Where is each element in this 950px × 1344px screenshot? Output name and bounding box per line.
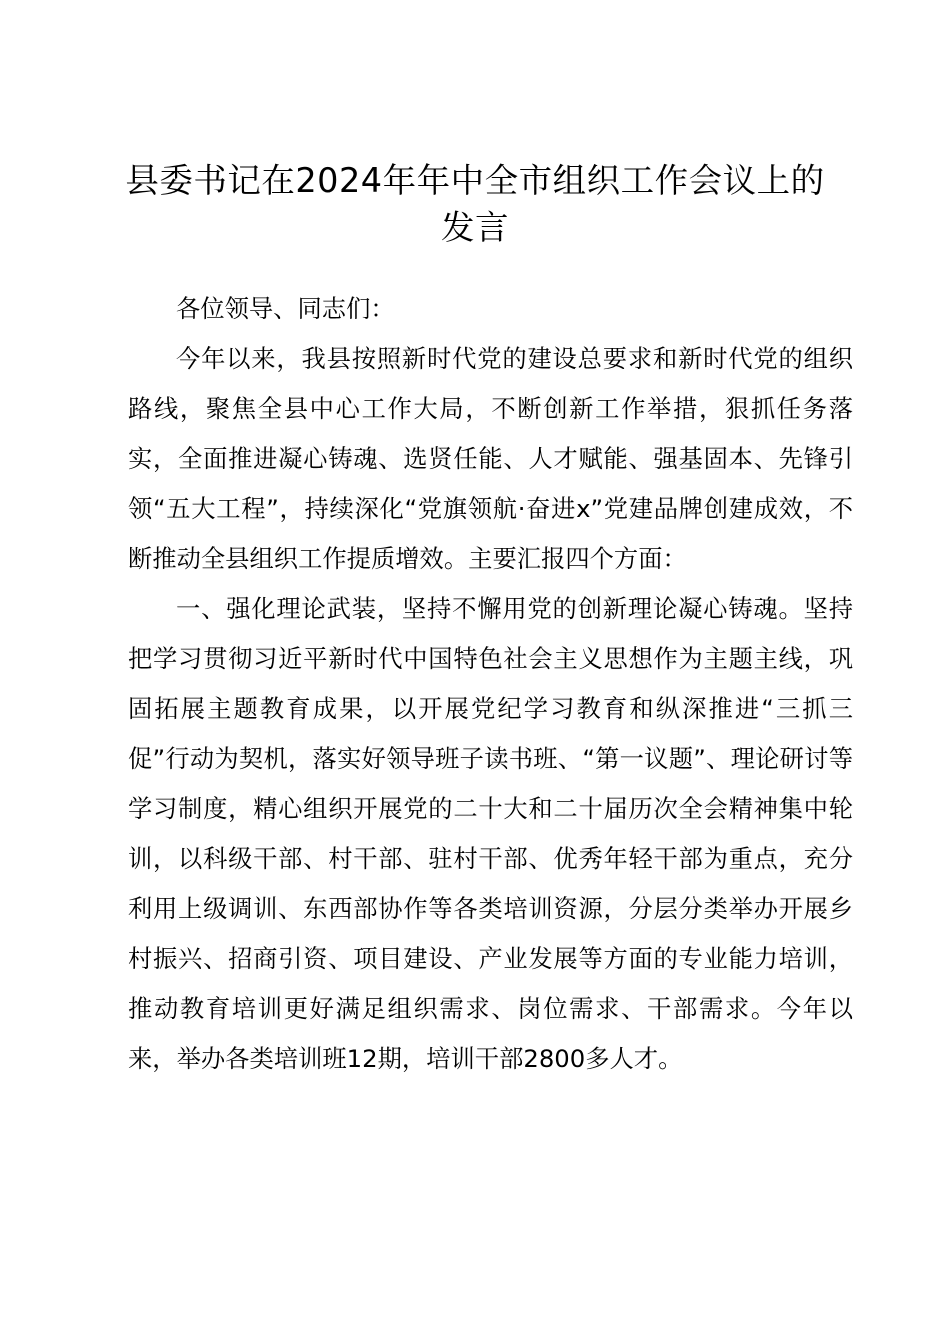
paragraph-section-one: 一、强化理论武装，坚持不懈用党的创新理论凝心铸魂。坚持把学习贯彻习近平新时代中国特色社会主义思想作为主题主线，巩固拓展主题教育成果，以开展党纪学习教育和纵深推进“三抓三促”行动为契机，落实好领导班子读书班、“第一议题”、理论研讨等学习制度，精心组织开展党的二十大和二十届历次全会精神集中轮训，以科级干部、村干部、驻村干部、优秀年轻干部为重点，充分利用上级调训、东西部协作等各类培训资源，分层分类举办开展乡村振兴、招商引资、项目建设、产业发展等方面的专业能力培训，推动教育培训更好满足组织需求、岗位需求、干部需求。今年以来，举办各类培训班12期，培训干部2800多人才。 [128,594,853,1073]
document-body [128,284,853,1084]
paragraph-intro: 今年以来，我县按照新时代党的建设总要求和新时代党的组织路线，聚焦全县中心工作大局，不断创新工作举措，狠抓任务落实，全面推进凝心铸魂、选贤任能、人才赋能、强基固本、先锋引领“五大工程”，持续深化“党旗领航·奋进x”党建品牌创建成效，不断推动全县组织工作提质增效。主要汇报四个方面： [128,344,853,573]
salutation: 各位领导、同志们： [176,294,395,323]
document-title: 县委书记在2024年年中全市组织工作会议上的发言 [125,161,825,247]
